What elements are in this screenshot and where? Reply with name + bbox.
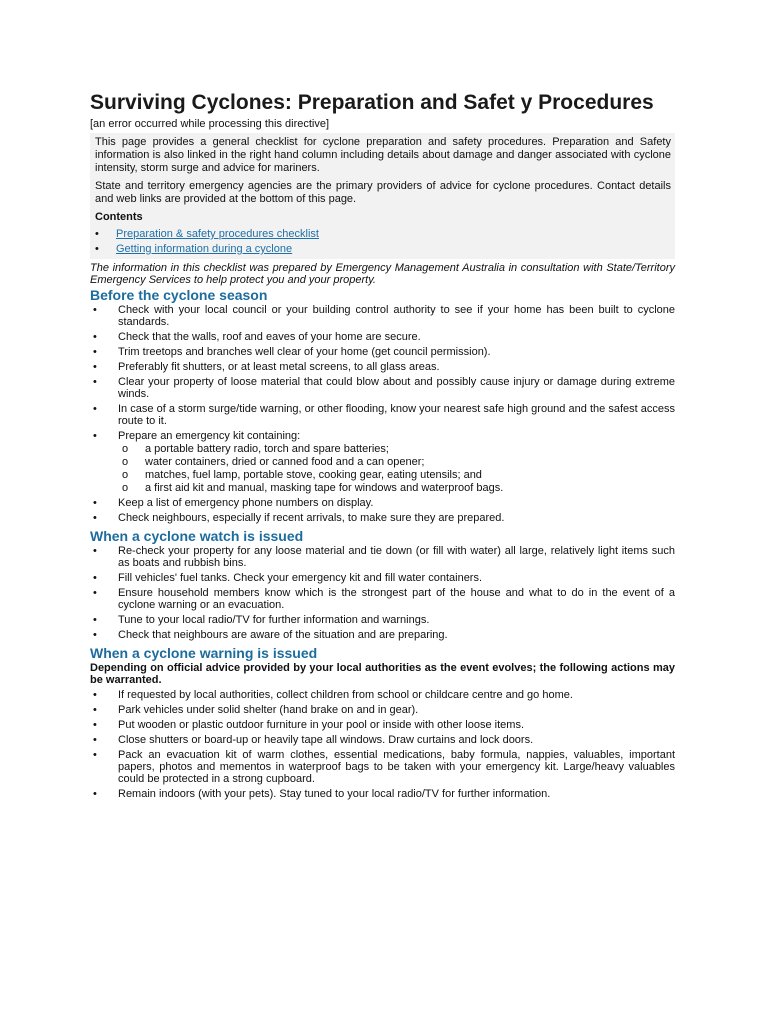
list-item: • Check that the walls, roof and eaves of your home are secure. <box>90 331 675 343</box>
list-item: • Park vehicles under solid shelter (hand brake on and in gear). <box>90 704 675 716</box>
warning-lead-text: Depending on official advice provided by your local authorities as the event evolves; the following actions may be warranted. <box>90 662 675 686</box>
list-item: • Re-check your property for any loose material and tie down (or fill with water) all large, relatively light items such as boats and rubbish bins. <box>90 545 675 569</box>
contents-link-information[interactable]: Getting information during a cyclone <box>116 243 293 255</box>
intro-paragraph-2: State and territory emergency agencies are the primary providers of advice for cyclone procedures. Contact details and web links are provided at the bottom of this page. <box>95 180 671 205</box>
list-item: • If requested by local authorities, collect children from school or childcare centre and go home. <box>90 689 675 701</box>
list-item: • Close shutters or board-up or heavily tape all windows. Draw curtains and lock doors. <box>90 734 675 746</box>
list-item: • Check neighbours, especially if recent arrivals, to make sure they are prepared. <box>90 512 675 524</box>
watch-list <box>90 545 675 641</box>
sub-list-item: o a first aid kit and manual, masking tape for windows and waterproof bags. <box>118 482 675 494</box>
emergency-kit-list <box>118 443 675 494</box>
section-heading-warning: When a cyclone warning is issued <box>90 645 318 661</box>
contents-item <box>95 242 671 257</box>
list-item: • Remain indoors (with your pets). Stay tuned to your local radio/TV for further information. <box>90 788 675 800</box>
sub-list-item: o matches, fuel lamp, portable stove, cooking gear, eating utensils; and <box>118 469 675 481</box>
contents-list <box>95 227 671 257</box>
sub-list-item: o water containers, dried or canned food and a can opener; <box>118 456 675 468</box>
prepared-by-note: The information in this checklist was prepared by Emergency Management Australia in consultation with State/Territory Emergency Services to help protect you and your property. <box>90 262 675 286</box>
emergency-kit-label: Prepare an emergency kit containing: <box>118 430 301 442</box>
list-item: • Trim treetops and branches well clear of your home (get council permission). <box>90 346 675 358</box>
list-item: • In case of a storm surge/tide warning, or other flooding, know your nearest safe high ground and the safest access route to it. <box>90 403 675 427</box>
document-content <box>90 90 675 803</box>
contents-link-checklist[interactable]: Preparation & safety procedures checklist <box>116 228 319 240</box>
section-heading-before-season: Before the cyclone season <box>90 287 268 303</box>
list-item-emergency-kit <box>90 430 675 494</box>
intro-box <box>90 133 675 259</box>
list-item: • Clear your property of loose material that could blow about and possibly cause injury or damage during extreme winds. <box>90 376 675 400</box>
sub-list-item: o a portable battery radio, torch and spare batteries; <box>118 443 675 455</box>
contents-heading: Contents <box>95 211 143 223</box>
list-item: • Fill vehicles' fuel tanks. Check your emergency kit and fill water containers. <box>90 572 675 584</box>
list-item: • Keep a list of emergency phone numbers on display. <box>90 497 675 509</box>
before-season-list <box>90 304 675 524</box>
list-item: • Ensure household members know which is the strongest part of the house and what to do in the event of a cyclone warning or an evacuation. <box>90 587 675 611</box>
page-title: Surviving Cyclones: Preparation and Safet y Procedures <box>90 91 654 114</box>
intro-paragraph-1: This page provides a general checklist for cyclone preparation and safety procedures. Preparation and Safety information is also linked in the right hand column including details about damage and danger associated with cyclone intensity, storm surge and advice for mariners. <box>95 136 671 174</box>
warning-list <box>90 689 675 800</box>
section-heading-watch: When a cyclone watch is issued <box>90 528 304 544</box>
contents-item <box>95 227 671 242</box>
list-item: • Tune to your local radio/TV for further information and warnings. <box>90 614 675 626</box>
list-item: • Preferably fit shutters, or at least metal screens, to all glass areas. <box>90 361 675 373</box>
list-item: • Put wooden or plastic outdoor furniture in your pool or inside with other loose items. <box>90 719 675 731</box>
list-item: • Check with your local council or your building control authority to see if your home has been built to cyclone standards. <box>90 304 675 328</box>
list-item: • Check that neighbours are aware of the situation and are preparing. <box>90 629 675 641</box>
list-item: • Pack an evacuation kit of warm clothes, essential medications, baby formula, nappies, valuables, important papers, photos and mementos in waterproof bags to be taken with your emergency kit. Large/heavy valuables could be protected in a strong cupboard. <box>90 749 675 785</box>
error-note: [an error occurred while processing this directive] <box>90 118 330 130</box>
